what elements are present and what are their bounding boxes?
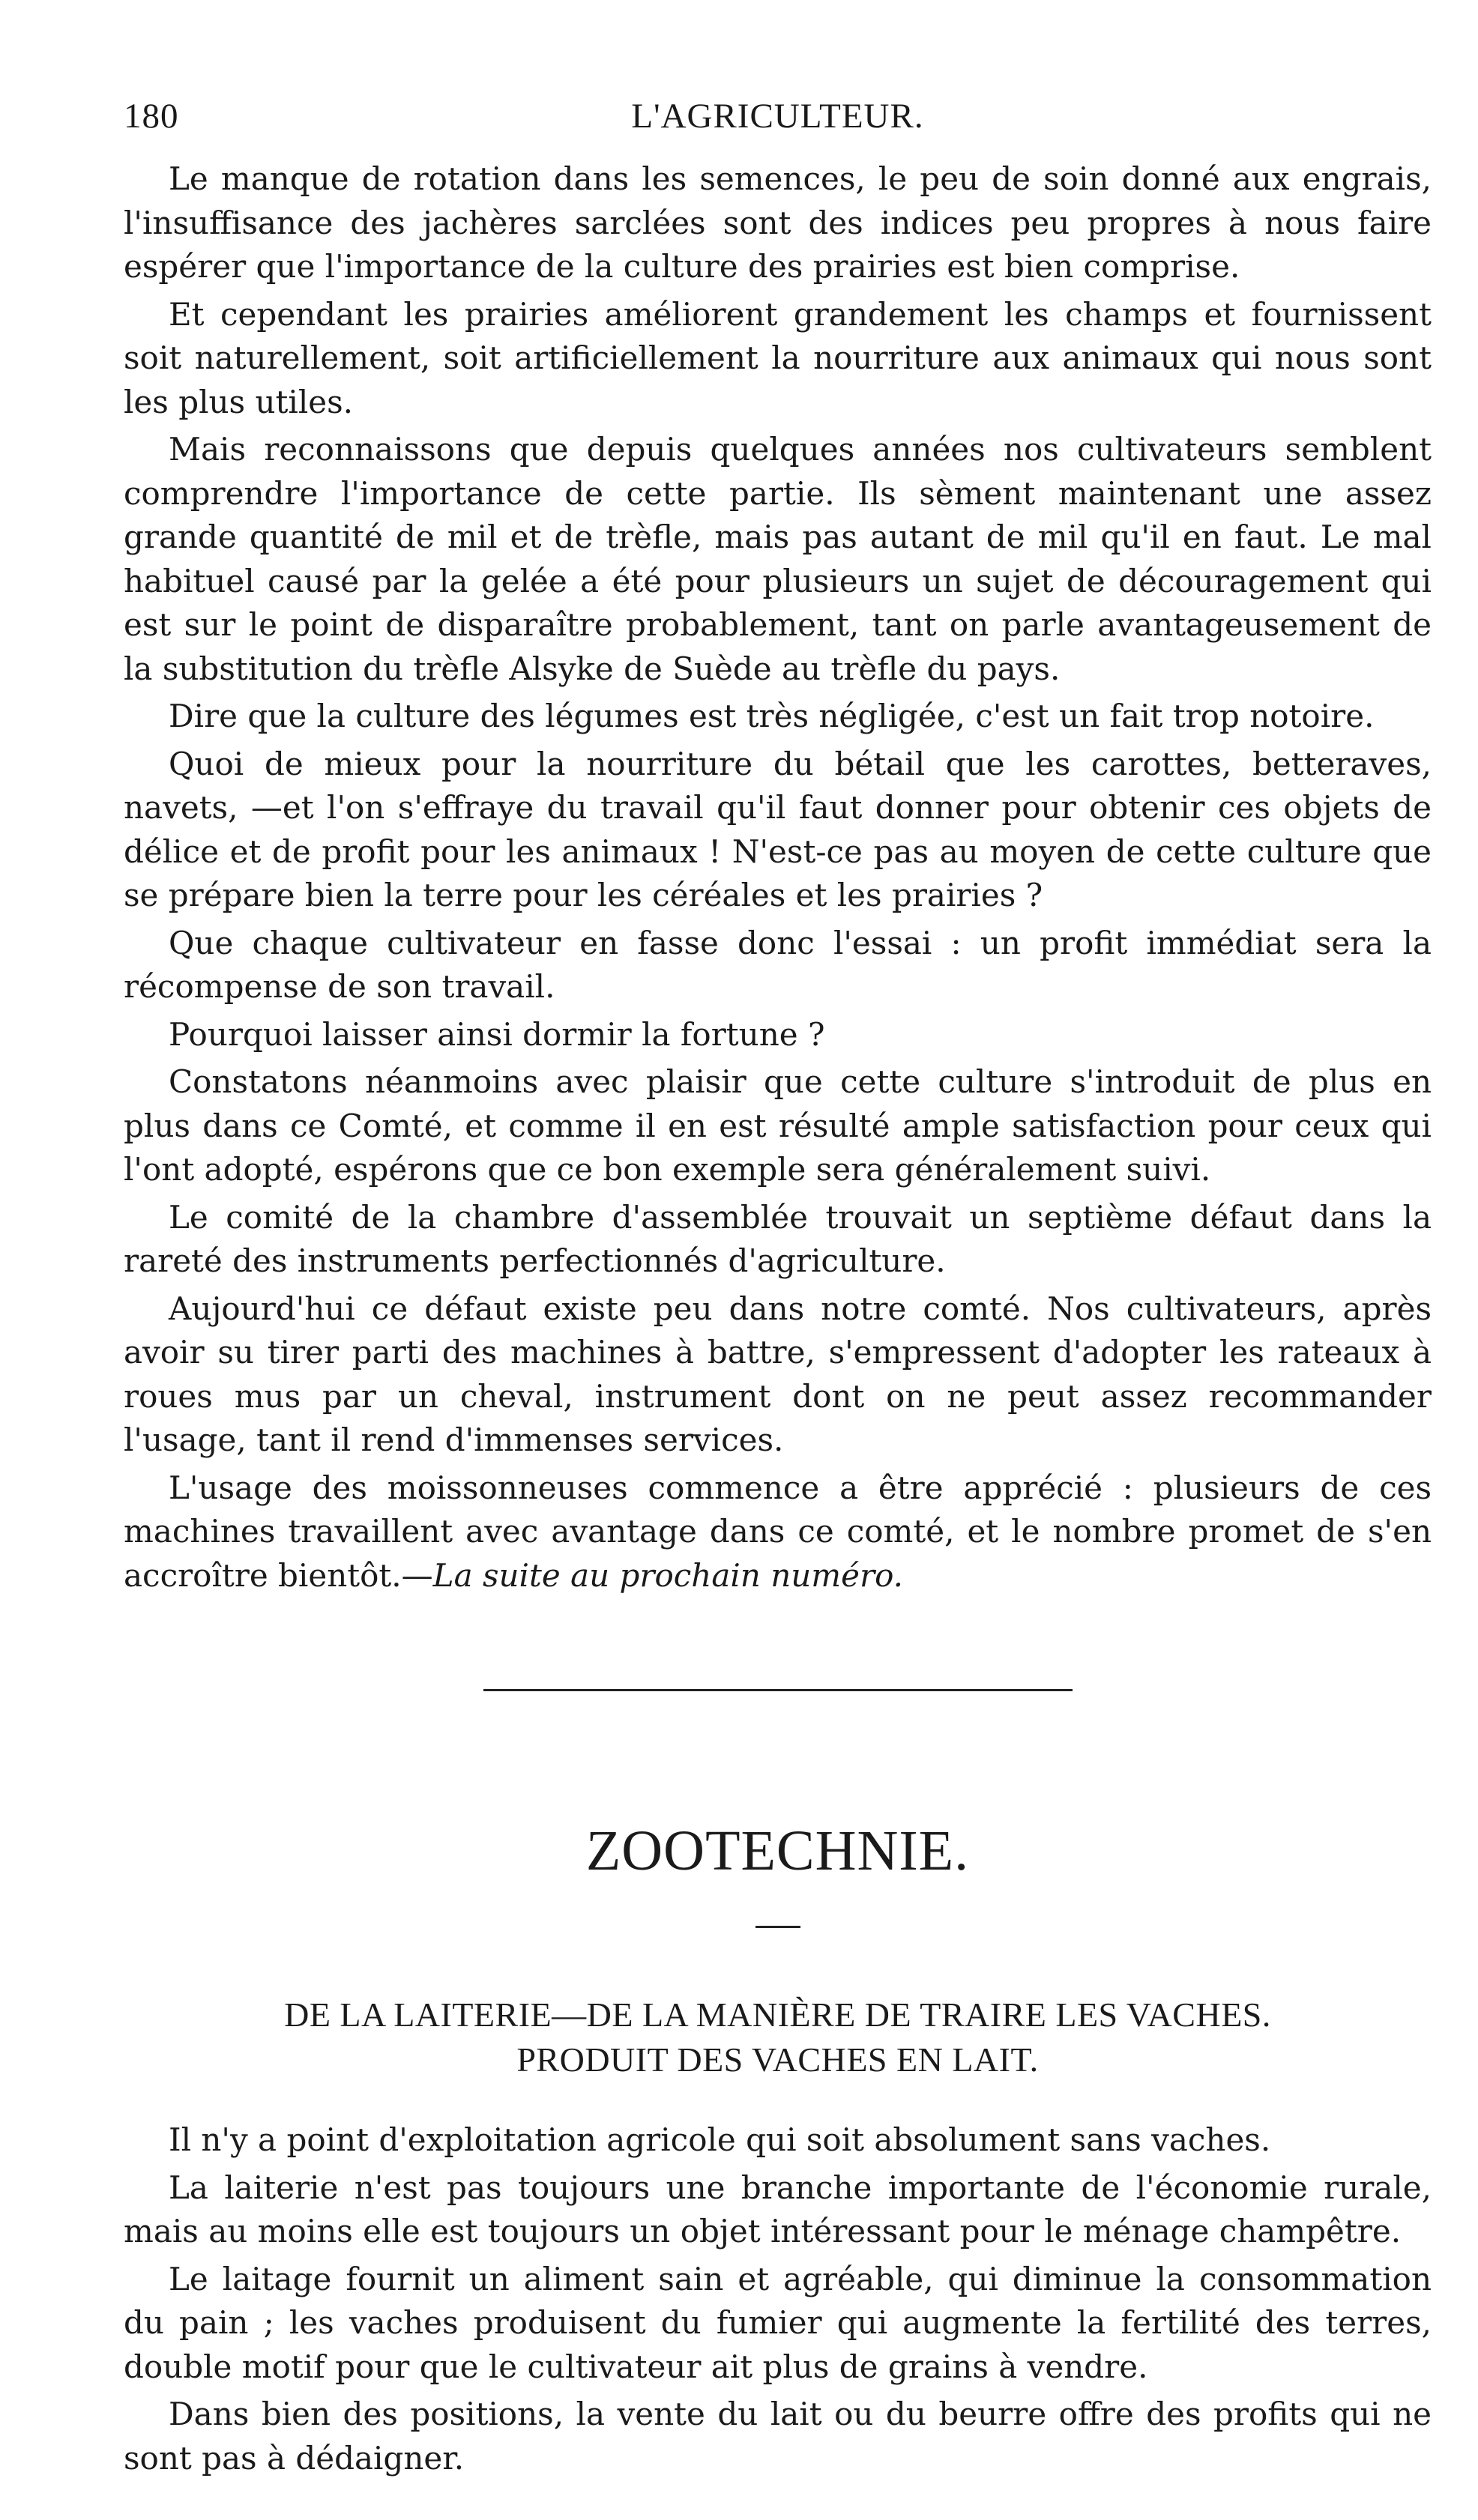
paragraph: Dans bien des positions, la vente du lait ou du beurre offre des profits qui ne sont pas à dédaigner. <box>124 2396 1432 2477</box>
article-subheading <box>124 1992 1432 2082</box>
title-rule <box>755 1926 800 1928</box>
paragraph: Pourquoi laisser ainsi dormir la fortune ? <box>169 1015 825 1053</box>
paragraph: Et cependant les prairies améliorent grandement les champs et fournissent soit naturellement, soit artificiellement la nourriture aux animaux qui nous sont les plus utiles. <box>124 295 1432 420</box>
section-divider <box>483 1689 1073 1691</box>
paragraph: Le laitage fournit un aliment sain et agréable, qui diminue la consommation du pain ; les vaches produisent du fumier qui augmente la fertilité des terres, double motif pour que le cultivateur ait plus de grains à vendre. <box>124 2260 1432 2385</box>
paragraph: La laiterie n'est pas toujours une branche importante de l'économie rurale, mais au moins elle est toujours un objet intéressant pour le ménage champêtre. <box>124 2169 1432 2249</box>
paragraph: Il n'y a point d'exploitation agricole qui soit absolument sans vaches. <box>169 2121 1271 2158</box>
running-head <box>124 90 1432 157</box>
section-title: ZOOTECHNIE. <box>585 1819 970 1882</box>
paragraph: Constatons néanmoins avec plaisir que cette culture s'introduit de plus en plus dans ce Comté, et comme il en est résulté ample satisfaction pour ceux qui l'ont adopté, espérons que ce bon exemple sera généralement suivi. <box>124 1063 1432 1188</box>
paragraph: Aujourd'hui ce défaut existe peu dans notre comté. Nos cultivateurs, après avoir su tirer parti des machines à battre, s'empressent d'adopter les rateaux à roues mus par un cheval, instrument dont on ne peut assez recommander l'usage, tant il rend d'immenses services. <box>124 1290 1432 1458</box>
last-paragraph <box>124 1466 1432 1598</box>
zootechnie-article <box>124 2118 1432 2480</box>
subheading-line-1: DE LA LAITERIE—DE LA MANIÈRE DE TRAIRE LES VACHES. <box>284 1995 1271 2034</box>
page-number: 180 <box>124 97 179 136</box>
journal-title: L'AGRICULTEUR. <box>631 97 924 136</box>
paragraph: Le comité de la chambre d'assemblée trouvait un septième défaut dans la rareté des instruments perfectionnés d'agriculture. <box>124 1198 1432 1279</box>
continued-article <box>124 157 1432 1598</box>
book-page <box>124 90 1432 2484</box>
paragraph: Dire que la culture des légumes est très négligée, c'est un fait trop notoire. <box>169 698 1375 734</box>
continuation-note: La suite au prochain numéro. <box>432 1556 903 1594</box>
last-paragraph-text: L'usage des moissonneuses commence a être apprécié : plusieurs de ces machines travaillent avec avantage dans ce comté, et le nombre promet de s'en accroître bientôt.— <box>124 1469 1432 1594</box>
paragraph: Quoi de mieux pour la nourriture du bétail que les carottes, betteraves, navets, —et l'on s'effraye du travail qu'il faut donner pour obtenir ces objets de délice et de profit pour les animaux ! N'est-ce pas au moyen de cette culture que se prépare bien la terre pour les céréales et les prairies ? <box>124 745 1432 913</box>
paragraph: Mais reconnaissons que depuis quelques années nos cultivateurs semblent comprendre l'importance de cette partie. Ils sèment maintenant une assez grande quantité de mil et de trèfle, mais pas autant de mil qu'il en faut. Le mal habituel causé par la gelée a été pour plusieurs un sujet de découragement qui est sur le point de disparaître probablement, tant on parle avantageusement de la substitution du trèfle Alsyke de Suède au trèfle du pays. <box>124 431 1432 687</box>
subheading-line-2: PRODUIT DES VACHES EN LAIT. <box>516 2040 1039 2079</box>
paragraph: Le manque de rotation dans les semences, le peu de soin donné aux engrais, l'insuffisance des jachères sarclées sont des indices peu propres à nous faire espérer que l'importance de la culture des prairies est bien comprise. <box>124 160 1432 285</box>
paragraph: Que chaque cultivateur en fasse donc l'essai : un profit immédiat sera la récompense de son travail. <box>124 924 1432 1005</box>
